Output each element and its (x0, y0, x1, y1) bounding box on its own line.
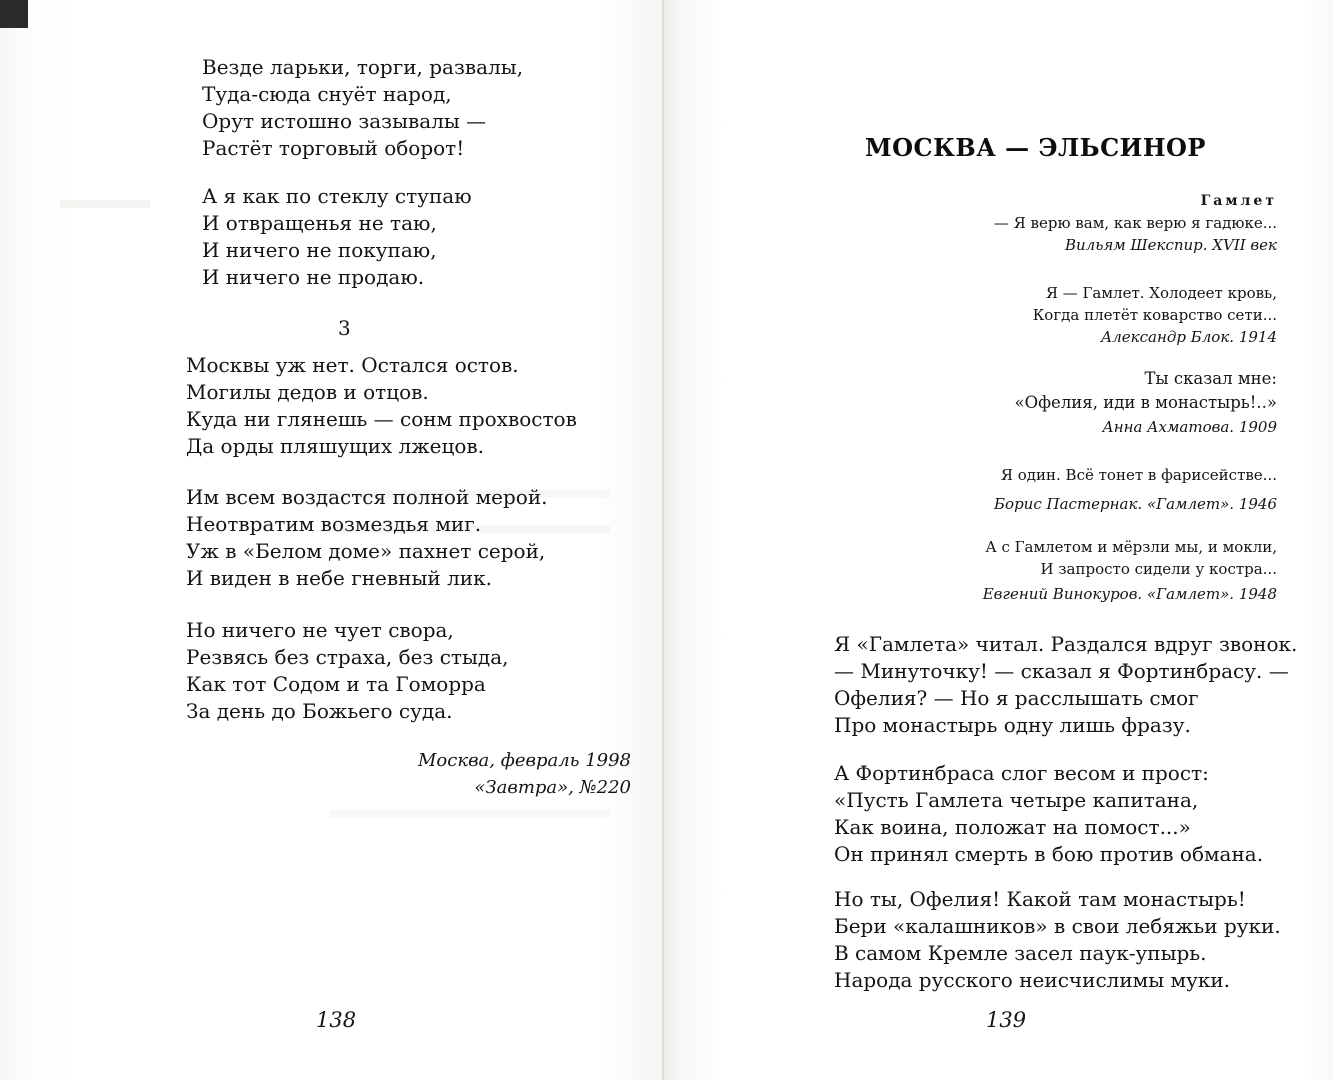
epigraph-attribution: Анна Ахматова. 1909 (1102, 418, 1277, 436)
verse-line: Резвясь без страха, без стыда, (186, 645, 509, 669)
verse-line: Везде ларьки, торги, развалы, (202, 55, 524, 79)
verse-line: За день до Божьего суда. (186, 699, 453, 723)
verse-line: Москвы уж нет. Остался остов. (186, 353, 519, 377)
poem-signature (418, 747, 631, 801)
epigraph-line: Я — Гамлет. Холодеет кровь, (1045, 284, 1277, 302)
stanza-1 (202, 54, 523, 162)
verse-line: А я как по стеклу ступаю (202, 184, 472, 208)
signature-source: «Завтра», №220 (474, 777, 631, 798)
epigraph-line: И запросто сидели у костра... (1040, 560, 1277, 578)
epigraph-1 (994, 190, 1277, 256)
verse-line: Народа русского неисчислимы муки. (834, 968, 1231, 992)
verse-line: В самом Кремле засел паук-упырь. (834, 941, 1207, 965)
epigraph-2 (1033, 282, 1277, 348)
verse-line: Туда-сюда снуёт народ, (202, 82, 452, 106)
verse-line: — Минуточку! — сказал я Фортинбрасу. — (834, 659, 1289, 683)
verse-line: Как воина, положат на помост...» (834, 815, 1191, 839)
verse-line: Я «Гамлета» читал. Раздался вдруг звонок. (834, 632, 1298, 656)
verse-line: Но ты, Офелия! Какой там монастырь! (834, 887, 1246, 911)
left-page (0, 0, 664, 1080)
epigraph-line: «Офелия, иди в монастырь!..» (1014, 393, 1277, 412)
epigraph-line: Я один. Всё тонет в фарисействе... (1000, 466, 1277, 484)
verse-line: Орут истошно зазывалы — (202, 109, 487, 133)
verse-line: И ничего не покупаю, (202, 238, 437, 262)
epigraph-attribution: Вильям Шекспир. XVII век (1064, 236, 1277, 254)
epigraph-line: Ты сказал мне: (1144, 369, 1277, 388)
verse-line: Он принял смерть в бою против обмана. (834, 842, 1264, 866)
verse-line: И отвращенья не таю, (202, 211, 437, 235)
stanza-2 (202, 183, 472, 291)
verse-line: Да орды пляшущих лжецов. (186, 434, 485, 458)
stanza-5 (186, 617, 509, 725)
stanza-1 (834, 631, 1297, 739)
epigraph-line: — Я верю вам, как верю я гадюке... (993, 214, 1277, 232)
epigraph-attribution: Александр Блок. 1914 (1100, 328, 1277, 346)
page-number: 138 (316, 1008, 357, 1032)
verse-line: Растёт торговый оборот! (202, 136, 465, 160)
verse-line: Офелия? — Но я расслышать смог (834, 686, 1199, 710)
stanza-2 (834, 760, 1263, 868)
verse-line: Могилы дедов и отцов. (186, 380, 429, 404)
verse-line: Неотвратим возмездья миг. (186, 512, 482, 536)
stanza-4 (186, 484, 548, 592)
epigraph-attribution: Борис Пастернак. «Гамлет». 1946 (994, 495, 1277, 513)
section-number: 3 (338, 316, 351, 340)
epigraph-heading: Гамлет (1200, 193, 1277, 209)
signature-place-date: Москва, февраль 1998 (417, 750, 631, 771)
verse-line: Бери «калашников» в свои лебяжьи руки. (834, 914, 1281, 938)
stanza-3 (186, 352, 577, 460)
epigraph-attribution: Евгений Винокуров. «Гамлет». 1948 (982, 585, 1277, 603)
verse-line: И виден в небе гневный лик. (186, 566, 492, 590)
page-corner-shadow (0, 0, 28, 28)
page-number: 139 (986, 1008, 1027, 1032)
epigraph-line: Когда плетёт коварство сети... (1032, 306, 1277, 324)
verse-line: Им всем воздастся полной мерой. (186, 485, 548, 509)
epigraph-4 (994, 464, 1277, 515)
epigraph-3 (1015, 367, 1277, 439)
verse-line: Но ничего не чует свора, (186, 618, 454, 642)
verse-line: Куда ни глянешь — сонм прохвостов (186, 407, 577, 431)
poem-title: МОСКВА — ЭЛЬСИНОР (865, 133, 1206, 162)
stanza-3 (834, 886, 1281, 994)
verse-line: А Фортинбраса слог весом и прост: (834, 761, 1209, 785)
verse-line: «Пусть Гамлета четыре капитана, (834, 788, 1199, 812)
epigraph-5 (983, 536, 1277, 605)
verse-line: Как тот Содом и та Гоморра (186, 672, 486, 696)
epigraph-line: А с Гамлетом и мёрзли мы, и мокли, (985, 538, 1277, 556)
right-page (664, 0, 1333, 1080)
verse-line: Про монастырь одну лишь фразу. (834, 713, 1191, 737)
verse-line: И ничего не продаю. (202, 265, 425, 289)
verse-line: Уж в «Белом доме» пахнет серой, (186, 539, 546, 563)
